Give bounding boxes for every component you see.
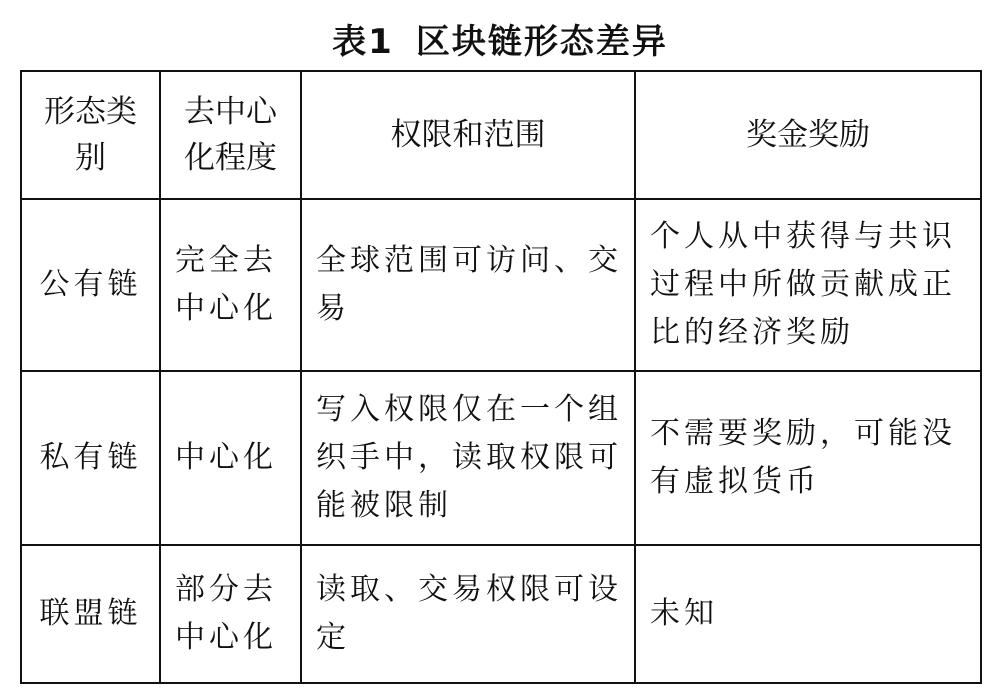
header-cell-scope: 权限和范围: [301, 71, 635, 199]
table-row: [21, 545, 981, 683]
header-row: [21, 71, 981, 199]
cell-scope: 写入权限仅在一个组织手中，读取权限可能被限制: [301, 371, 635, 545]
cell-type: 私有链: [21, 371, 160, 545]
cell-reward: 个人从中获得与共识过程中所做贡献成正比的经济奖励: [635, 199, 981, 371]
table-caption: 区块链形态差异: [415, 22, 668, 62]
cell-reward: 未知: [635, 545, 981, 683]
header-cell-decentralization: 去中心化程度: [160, 71, 301, 199]
cell-scope: 全球范围可访问、交易: [301, 199, 635, 371]
table-title: [0, 14, 1000, 63]
cell-scope: 读取、交易权限可设定: [301, 545, 635, 683]
table-row: [21, 371, 981, 545]
table-number: 表1: [332, 22, 394, 62]
comparison-table: [20, 70, 982, 684]
cell-type: 公有链: [21, 199, 160, 371]
header-cell-type: 形态类别: [21, 71, 160, 199]
cell-reward: 不需要奖励，可能没有虚拟货币: [635, 371, 981, 545]
header-cell-reward: 奖金奖励: [635, 71, 981, 199]
table-row: [21, 199, 981, 371]
cell-decentralization: 部分去中心化: [160, 545, 301, 683]
cell-type: 联盟链: [21, 545, 160, 683]
cell-decentralization: 中心化: [160, 371, 301, 545]
cell-decentralization: 完全去中心化: [160, 199, 301, 371]
